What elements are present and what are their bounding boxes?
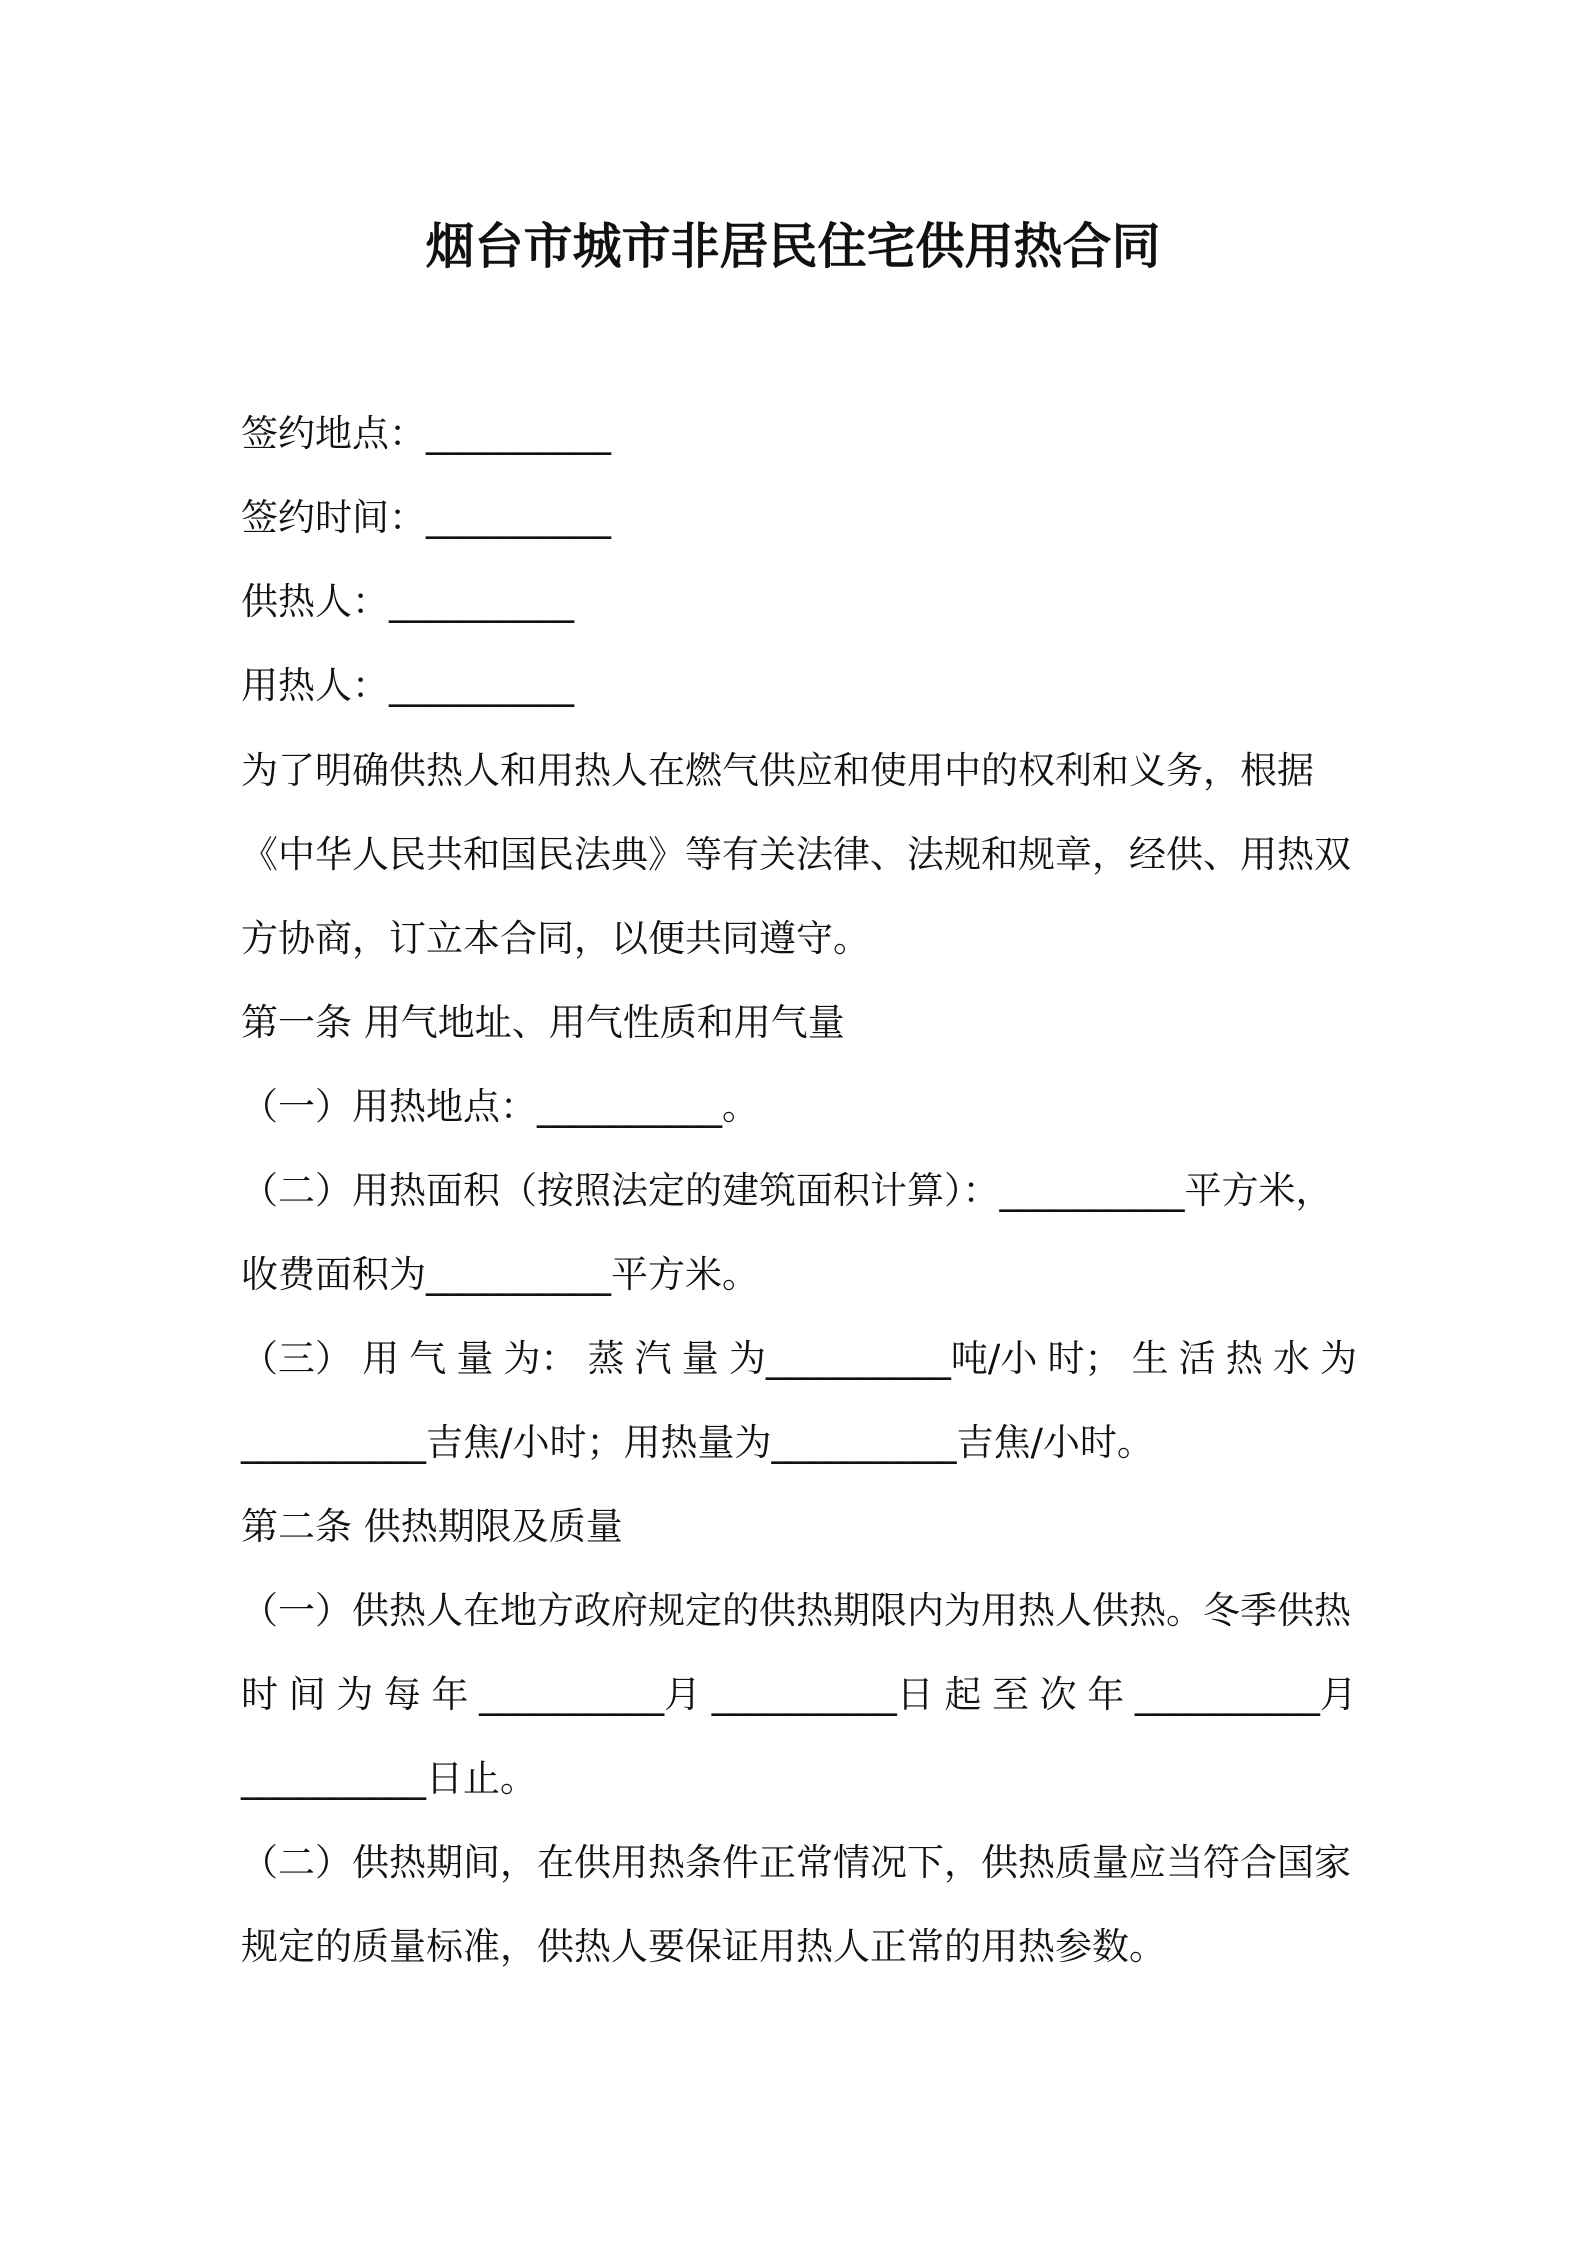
- text-segment: 为：: [503, 1337, 578, 1380]
- article-1-heading: 第一条 用气地址、用气性质和用气量: [241, 1001, 845, 1044]
- article-2-item-1-line-3: __________日止。: [241, 1757, 537, 1800]
- text-segment: 起: [944, 1673, 982, 1716]
- text-segment: __________日: [711, 1673, 934, 1716]
- text-segment: 热: [1225, 1337, 1263, 1380]
- text-segment: 活: [1178, 1337, 1216, 1380]
- text-segment: 生: [1131, 1337, 1169, 1380]
- text-segment: 量: [681, 1337, 719, 1380]
- article-1-item-2-line-2: 收费面积为__________平方米。: [241, 1253, 759, 1296]
- article-1-item-3-line-2: __________吉焦/小时；用热量为__________吉焦/小时。: [241, 1421, 1154, 1464]
- preamble-line-1: 为了明确供热人和用热人在燃气供应和使用中的权利和义务，根据: [241, 749, 1314, 792]
- text-segment: 蒸: [587, 1337, 625, 1380]
- text-segment: （三）: [241, 1337, 352, 1380]
- text-segment: 年: [431, 1673, 469, 1716]
- text-segment: 水: [1272, 1337, 1310, 1380]
- text-segment: 用: [362, 1337, 400, 1380]
- article-2-item-1-line-2: [241, 1667, 1357, 1723]
- text-segment: 每: [383, 1673, 421, 1716]
- text-segment: 为: [1320, 1337, 1357, 1380]
- text-segment: 间: [288, 1673, 326, 1716]
- text-segment: __________月: [1134, 1673, 1357, 1716]
- article-2-heading: 第二条 供热期限及质量: [241, 1505, 623, 1548]
- article-2-item-2-line-1: （二）供热期间，在供用热条件正常情况下，供热质量应当符合国家: [241, 1841, 1351, 1884]
- preamble-line-3: 方协商，订立本合同，以便共同遵守。: [241, 917, 870, 960]
- article-1-item-2-line-1: （二）用热面积（按照法定的建筑面积计算）：__________平方米，: [241, 1169, 1333, 1212]
- text-segment: 为__________吨/小: [728, 1337, 1038, 1380]
- text-segment: 为: [336, 1673, 374, 1716]
- text-segment: 年: [1087, 1673, 1125, 1716]
- preamble-line-2: 《中华人民共和国民法典》等有关法律、法规和规章，经供、用热双: [241, 833, 1351, 876]
- text-segment: 至: [992, 1673, 1029, 1716]
- text-segment: 时；: [1047, 1337, 1122, 1380]
- article-2-item-1-line-1: （一）供热人在地方政府规定的供热期限内为用热人供热。冬季供热: [241, 1589, 1351, 1632]
- heat-supplier-field: 供热人：__________: [241, 580, 574, 623]
- article-1-item-1: （一）用热地点：__________。: [241, 1085, 759, 1128]
- heat-user-field: 用热人：__________: [241, 664, 574, 707]
- document-title: 烟台市城市非居民住宅供用热合同: [425, 218, 1161, 275]
- signing-place-field: 签约地点：__________: [241, 412, 611, 455]
- text-segment: __________月: [479, 1673, 702, 1716]
- text-segment: 时: [241, 1673, 278, 1716]
- text-segment: 量: [456, 1337, 494, 1380]
- article-1-item-3-line-1: [241, 1331, 1357, 1387]
- text-segment: 汽: [634, 1337, 672, 1380]
- signing-time-field: 签约时间：__________: [241, 496, 611, 539]
- text-segment: 气: [409, 1337, 447, 1380]
- article-2-item-2-line-2: 规定的质量标准，供热人要保证用热人正常的用热参数。: [241, 1925, 1166, 1968]
- text-segment: 次: [1039, 1673, 1077, 1716]
